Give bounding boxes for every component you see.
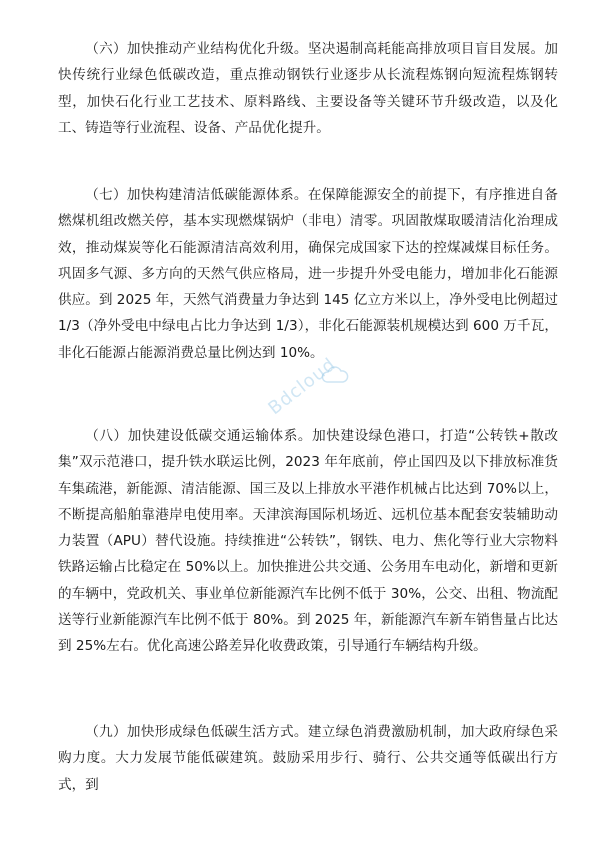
- paragraph-9-green-lifestyle: （九）加快形成绿色低碳生活方式。建立绿色消费激励机制，加大政府绿色采购力度。大力发展节能低碳建筑。鼓励采用步行、骑行、公共交通等低碳出行方式，到: [58, 724, 558, 793]
- paragraph-8-low-carbon-transport: （八）加快建设低碳交通运输体系。加快建设绿色港口，打造“公转铁+散改集”双示范港口，提升铁水联运比例，2023 年年底前，停止国四及以下排放标准货车集疏港，新能源、清洁能源、国三及以上排放水平港作机械占比达到 70%以上，不断提高船舶靠港岸电使用率。天津滨海国际机场近、远机位基本配套安装辅助动力装置（APU）替代设施。持续推进“公转铁”，钢铁、电力、焦化等行业大宗物料铁路运输占比稳定在 50%以上。加快推进公共交通、公务用车电动化，新增和更新的车辆中，党政机关、事业单位新能源汽车比例不低于 30%，公交、出租、物流配送等行业新能源汽车比例不低于 80%。到 2025 年，新能源汽车新车销售量占比达到 25%左右。优化高速公路差异化收费政策，引导通行车辆结构升级。: [58, 428, 558, 655]
- paragraph-7-clean-energy-system: （七）加快构建清洁低碳能源体系。在保障能源安全的前提下，有序推进自备燃煤机组改燃关停，基本实现燃煤锅炉（非电）清零。巩固散煤取暖清洁化治理成效，推动煤炭等化石能源清洁高效利用，确保完成国家下达的控煤减煤目标任务。巩固多气源、多方向的天然气供应格局，进一步提升外受电能力，增加非化石能源供应。到 2025 年，天然气消费量力争达到 145 亿立方米以上，净外受电比例超过 1/3（净外受电中绿电占比力争达到 1/3），非化石能源装机规模达到 600 万千瓦，非化石能源占能源消费总量比例达到 10%。: [58, 187, 558, 361]
- watermark: Bdcloud: [264, 353, 341, 420]
- paragraph-6-industrial-structure: （六）加快推动产业结构优化升级。坚决遏制高耗能高排放项目盲目发展。加快传统行业绿色低碳改造，重点推动钢铁行业逐步从长流程炼钢向短流程炼钢转型，加快石化行业工艺技术、原料路线、主要设备等关键环节升级改造，以及化工、铸造等行业流程、设备、产品优化提升。: [58, 41, 558, 136]
